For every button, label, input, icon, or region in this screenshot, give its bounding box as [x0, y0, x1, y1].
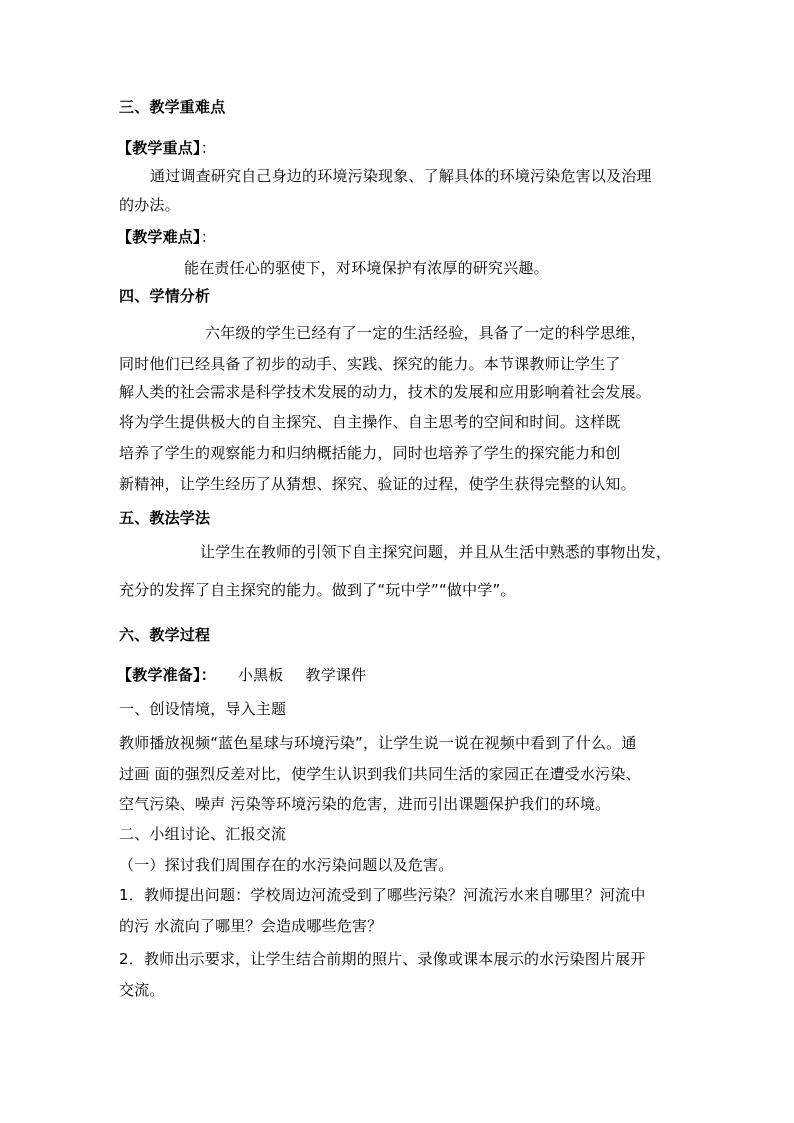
step-1-text-line-3: 空气污染、噪声 污染等环境污染的危害，进而引出课题保护我们的环境。	[119, 795, 611, 813]
teaching-preparation-line	[117, 665, 366, 685]
preparation-item-blackboard: 小黑板	[237, 666, 284, 684]
student-analysis-line-5: 培养了学生的观察能力和归纳概括能力，同时也培养了学生的探究能力和创	[119, 444, 621, 462]
section-3-heading: 三、教学重难点	[119, 98, 226, 116]
item-2-line-1: 2．教师出示要求，让学生结合前期的照片、录像或课本展示的水污染图片展开	[119, 950, 646, 968]
sub-step-1-title: （一）探讨我们周围存在的水污染问题以及危害。	[119, 856, 454, 874]
student-analysis-line-3: 解人类的社会需求是科学技术发展的动力，技术的发展和应用影响着社会发展。	[119, 383, 652, 401]
student-analysis-line-6: 新精神，让学生经历了从猜想、探究、验证的过程，使学生获得完整的认知。	[119, 475, 636, 493]
method-line-1: 让学生在教师的引领下自主探究问题，并且从生活中熟悉的事物出发，	[200, 543, 672, 561]
teaching-focus-label-line	[117, 138, 216, 158]
section-5-heading: 五、教法学法	[119, 509, 211, 527]
teaching-difficulty-label-line	[117, 227, 216, 247]
section-6-heading: 六、教学过程	[119, 626, 211, 644]
student-analysis-line-4: 将为学生提供极大的自主探究、自主操作、自主思考的空间和时间。这样既	[119, 413, 621, 431]
teaching-focus-text-line-2: 的办法。	[119, 196, 180, 214]
teaching-difficulty-text: 能在责任心的驱使下，对环境保护有浓厚的研究兴趣。	[184, 259, 549, 277]
step-1-text-line-2: 过画 面的强烈反差对比，使学生认识到我们共同生活的家园正在遭受水污染、	[119, 765, 641, 783]
teaching-focus-text-line-1: 通过调查研究自己身边的环境污染现象、了解具体的环境污染危害以及治理	[150, 167, 652, 185]
teaching-focus-label: 【教学重点】	[117, 139, 201, 157]
step-1-text-line-1: 教师播放视频“蓝色星球与环境污染”，让学生说一说在视频中看到了什么。通	[119, 734, 637, 752]
item-1-line-1: 1．教师提出问题：学校周边河流受到了哪些污染？河流污水来自哪里？河流中	[119, 886, 646, 904]
method-line-2: 充分的发挥了自主探究的能力。做到了“玩中学”“做中学”。	[119, 581, 516, 599]
item-2-line-2: 交流。	[119, 981, 165, 999]
teaching-preparation-label: 【教学准备】：	[117, 666, 216, 684]
teaching-focus-colon: ：	[200, 139, 216, 157]
item-1-line-2: 的污 水流向了哪里？会造成哪些危害？	[119, 917, 383, 935]
teaching-difficulty-label: 【教学难点】	[117, 228, 201, 246]
section-4-heading: 四、学情分析	[119, 287, 211, 305]
preparation-item-courseware: 教学课件	[305, 666, 367, 684]
student-analysis-line-1: 六年级的学生已经有了一定的生活经验，具备了一定的科学思维，	[205, 324, 646, 342]
step-1-title: 一、创设情境，导入主题	[119, 700, 287, 718]
student-analysis-line-2: 同时他们已经具备了初步的动手、实践、探究的能力。本节课教师让学生了	[119, 355, 621, 373]
teaching-difficulty-colon: ：	[200, 228, 216, 246]
step-2-title: 二、小组讨论、汇报交流	[119, 825, 287, 843]
